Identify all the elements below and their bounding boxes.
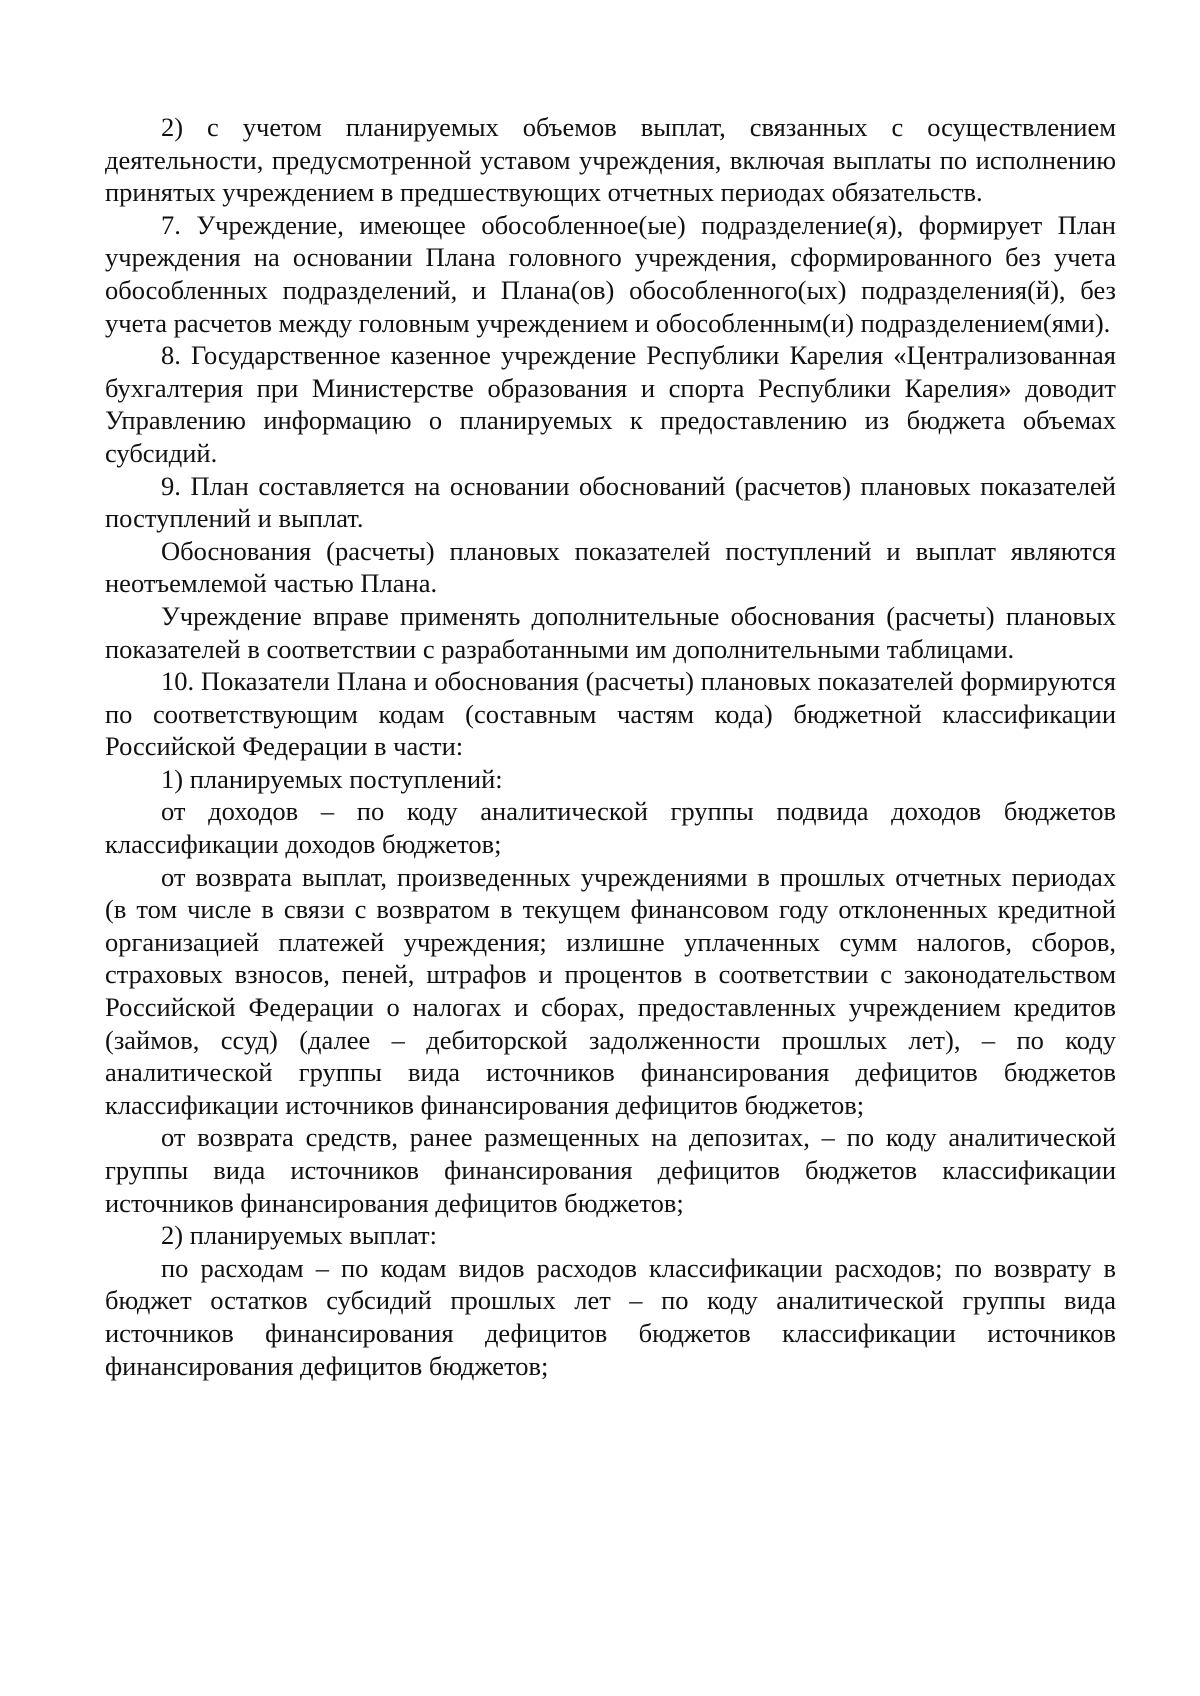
paragraph-deposit-returns: от возврата средств, ранее размещенных на депозитах, – по коду аналитической группы вида источников финансирования дефицитов бюджетов классификации источников финансирования дефицитов бюджетов; <box>105 1122 1116 1218</box>
paragraph-refund-receipts: от возврата выплат, произведенных учреждениями в прошлых отчетных периодах (в том числе в связи с возвратом в текущем финансовом году отклоненных кредитной организацией платежей учреждения; излишне уплаченных сумм налогов, сборов, страховых взносов, пеней, штрафов и процентов в соответствии с законодательством Российской Федерации о налогах и сборах, предоставленных учреждением кредитов (займов, ссуд) (далее – дебиторской задолженности прошлых лет), – по коду аналитической группы вида источников финансирования дефицитов бюджетов классификации источников финансирования дефицитов бюджетов; <box>105 861 1116 1120</box>
paragraph-item-2-payments: 2) с учетом планируемых объемов выплат, связанных с осуществлением деятельности, предусмотренной уставом учреждения, включая выплаты по исполнению принятых учреждением в предшествующих отчетных периодах обязательств. <box>105 112 1116 208</box>
paragraph-expenses: по расходам – по кодам видов расходов классификации расходов; по возврату в бюджет остатков субсидий прошлых лет – по коду аналитической группы вида источников финансирования дефицитов бюджетов классификации источников финансирования дефицитов бюджетов; <box>105 1252 1116 1381</box>
paragraph-10-budget-classification: 10. Показатели Плана и обоснования (расчеты) плановых показателей формируются по соответствующим кодам (составным частям кода) бюджетной классификации Российской Федерации в части: <box>105 666 1116 762</box>
document-page <box>105 111 1116 1382</box>
paragraph-9-plan-basis: 9. План составляется на основании обоснований (расчетов) плановых показателей поступлений и выплат. <box>105 470 1116 534</box>
paragraph-justifications-part-of-plan: Обоснования (расчеты) плановых показателей поступлений и выплат являются неотъемлемой частью Плана. <box>105 535 1116 599</box>
paragraph-planned-payments-heading: 2) планируемых выплат: <box>161 1220 437 1251</box>
paragraph-planned-receipts-heading: 1) планируемых поступлений: <box>161 763 503 794</box>
paragraph-8-centralized-accounting: 8. Государственное казенное учреждение Республики Карелия «Централизованная бухгалтерия при Министерстве образования и спорта Республики Карелия» доводит Управлению информацию о планируемых к предоставлению из бюджета объемах субсидий. <box>105 340 1116 468</box>
paragraph-additional-justifications: Учреждение вправе применять дополнительные обоснования (расчеты) плановых показателей в соответствии с разработанными им дополнительными таблицами. <box>105 600 1116 664</box>
paragraph-7-separate-units: 7. Учреждение, имеющее обособленное(ые) подразделение(я), формирует План учреждения на основании Плана головного учреждения, сформированного без учета обособленных подразделений, и Плана(ов) обособленного(ых) подразделения(й), без учета расчетов между головным учреждением и обособленным(и) подразделением(ями). <box>105 209 1116 338</box>
paragraph-income-receipts: от доходов – по коду аналитической группы подвида доходов бюджетов классификации доходов бюджетов; <box>105 796 1116 860</box>
